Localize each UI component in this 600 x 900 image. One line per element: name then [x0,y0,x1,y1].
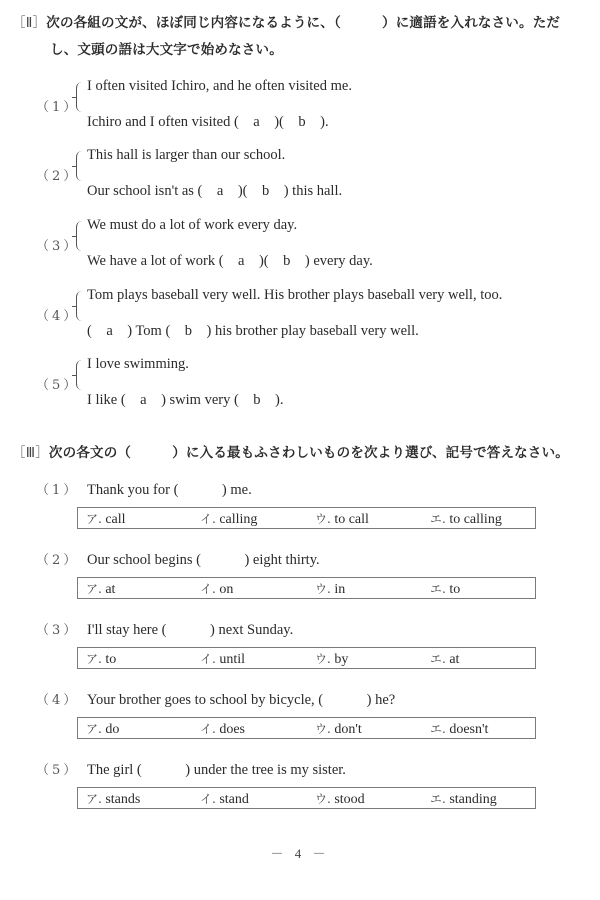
answer-option[interactable] [200,510,257,528]
option-label: エ. [430,722,446,736]
choices-box [77,647,536,669]
choices-box [77,787,536,809]
option-label: ウ. [315,722,331,736]
option-text: at [105,582,116,597]
option-text: call [105,512,126,527]
brace-icon [76,360,83,390]
page-number: － 4 － [270,846,330,861]
section-2-marker: ［Ⅱ］ [12,15,47,31]
option-text: do [105,722,120,737]
option-text: stood [334,792,365,807]
brace-icon [76,82,83,112]
option-text: stand [219,792,249,807]
option-label: ウ. [315,652,331,666]
section-2-instruction-line2: し、文頭の語は大文字で始めなさい。 [50,42,283,58]
item-number: （5） [36,763,80,778]
question-text: Thank you for ( ) me. [87,482,252,498]
answer-option[interactable] [200,790,249,808]
item-number: （2） [36,169,80,184]
answer-option[interactable] [430,510,502,528]
option-text: doesn't [449,722,489,737]
section-3-instruction-text: 次の各文の（ ）に入る最もふさわしいものを次より選び、記号で答えなさい。 [48,445,569,461]
answer-option[interactable] [200,720,245,738]
answer-option[interactable] [86,580,115,598]
section-2-instruction-line1 [12,11,560,31]
answer-option[interactable] [86,650,116,668]
option-label: ア. [86,512,102,526]
option-text: to call [334,512,369,527]
option-text: stands [105,792,141,807]
option-text: by [334,652,349,667]
answer-option[interactable] [430,650,459,668]
option-label: ア. [86,652,102,666]
option-label: イ. [200,652,216,666]
answer-option[interactable] [315,510,369,528]
option-label: イ. [200,722,216,736]
sentence-rewrite: We have a lot of work ( a )( b ) every day. [87,253,373,269]
item-number: （1） [36,100,80,115]
item-number: （4） [36,693,80,708]
brace-icon [76,291,83,321]
option-label: エ. [430,792,446,806]
answer-option[interactable] [315,790,365,808]
option-text: standing [449,792,497,807]
option-text: don't [334,722,362,737]
answer-option[interactable] [430,790,497,808]
item-number: （2） [36,553,80,568]
question-text: The girl ( ) under the tree is my sister. [87,762,346,778]
section-2-instruction-text: 次の各組の文が、ほぼ同じ内容になるように、（ ）に適語を入れなさい。ただ [46,15,561,31]
item-number: （4） [36,309,80,324]
option-text: in [334,582,346,597]
option-label: エ. [430,512,446,526]
choices-box [77,577,536,599]
answer-option[interactable] [315,720,362,738]
option-text: does [219,722,245,737]
answer-option[interactable] [86,790,140,808]
answer-option[interactable] [200,650,245,668]
answer-option[interactable] [430,720,488,738]
answer-option[interactable] [315,580,345,598]
sentence-rewrite: I like ( a ) swim very ( b ). [87,392,284,408]
sentence-rewrite: Ichiro and I often visited ( a )( b ). [87,114,329,130]
question-text: Our school begins ( ) eight thirty. [87,552,320,568]
brace-icon [76,221,83,251]
option-text: to calling [449,512,502,527]
option-label: エ. [430,582,446,596]
option-label: イ. [200,512,216,526]
option-label: ウ. [315,582,331,596]
answer-option[interactable] [86,720,119,738]
choices-box [77,717,536,739]
item-number: （3） [36,239,80,254]
sentence-rewrite: ( a ) Tom ( b ) his brother play baseball very well. [87,323,419,339]
choices-box [77,507,536,529]
option-label: ウ. [315,792,331,806]
option-label: ア. [86,582,102,596]
option-label: イ. [200,792,216,806]
section-3-marker: ［Ⅲ］ [12,445,49,461]
option-text: until [219,652,245,667]
option-label: エ. [430,652,446,666]
option-label: ア. [86,792,102,806]
option-text: on [219,582,234,597]
option-label: イ. [200,582,216,596]
answer-option[interactable] [200,580,233,598]
brace-icon [76,151,83,181]
item-number: （5） [36,378,80,393]
option-label: ウ. [315,512,331,526]
option-text: at [449,652,460,667]
question-text: Your brother goes to school by bicycle, ( ) he? [87,692,396,708]
option-text: to [105,652,117,667]
question-text: I'll stay here ( ) next Sunday. [87,622,294,638]
option-text: to [449,582,461,597]
answer-option[interactable] [315,650,348,668]
option-label: ア. [86,722,102,736]
sentence-original: I often visited Ichiro, and he often visited me. [87,78,352,94]
answer-option[interactable] [86,510,126,528]
item-number: （3） [36,623,80,638]
sentence-original: We must do a lot of work every day. [87,217,298,233]
section-3-instruction [12,441,569,461]
sentence-original: This hall is larger than our school. [87,147,286,163]
item-number: （1） [36,483,80,498]
sentence-original: I love swimming. [87,356,189,372]
answer-option[interactable] [430,580,460,598]
sentence-rewrite: Our school isn't as ( a )( b ) this hall. [87,183,343,199]
option-text: calling [219,512,258,527]
sentence-original: Tom plays baseball very well. His brother plays baseball very well, too. [87,287,503,303]
